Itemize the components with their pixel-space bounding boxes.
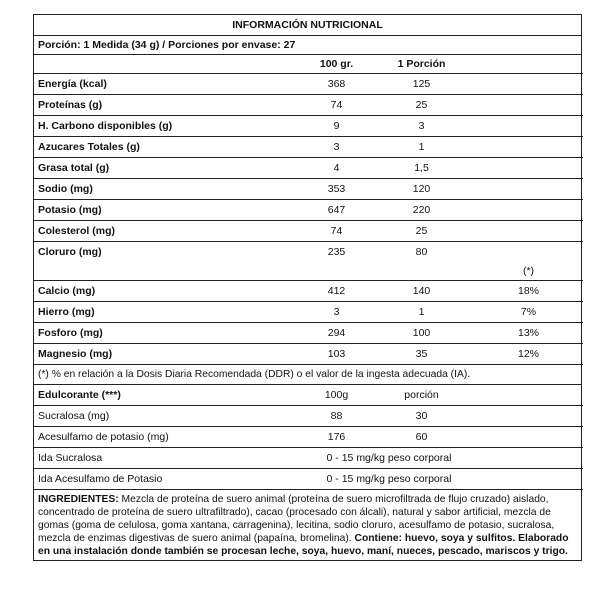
- nutrient-row: [34, 95, 583, 116]
- nutrient-name: Cloruro (mg): [38, 245, 102, 258]
- nutrient-row: [34, 221, 583, 242]
- nutrient-name: Grasa total (g): [34, 158, 304, 179]
- value-per-100g: 353: [304, 179, 369, 200]
- value-per-portion: 80: [415, 245, 428, 258]
- value-per-100g: 3: [304, 302, 369, 323]
- nutrient-name: Sodio (mg): [34, 179, 304, 200]
- value-per-100g: 294: [304, 323, 369, 344]
- value-per-100g: 4: [304, 158, 369, 179]
- nutrient-row: [34, 137, 583, 158]
- ida-name: Ida Acesulfamo de Potasio: [34, 469, 304, 490]
- ida-range: 0 - 15 mg/kg peso corporal: [304, 469, 474, 490]
- value-per-100g: 3: [304, 137, 369, 158]
- nutrient-name: Colesterol (mg): [34, 221, 304, 242]
- value-per-portion: 25: [369, 221, 474, 242]
- sweetener-per-100g: 88: [304, 406, 369, 427]
- value-per-portion: 140: [369, 281, 474, 302]
- mineral-row: [34, 344, 583, 365]
- value-per-100g: 235: [327, 245, 346, 258]
- value-per-portion: 3: [369, 116, 474, 137]
- value-per-100g: 103: [304, 344, 369, 365]
- value-per-portion: 35: [369, 344, 474, 365]
- column-header-100g: 100 gr.: [304, 55, 369, 74]
- ida-name: Ida Sucralosa: [34, 448, 304, 469]
- value-per-100g: 647: [304, 200, 369, 221]
- sweetener-name: Acesulfamo de potasio (mg): [34, 427, 304, 448]
- value-per-portion: 220: [369, 200, 474, 221]
- nutrient-name: Fosforo (mg): [34, 323, 304, 344]
- ingredients-text: [34, 490, 581, 560]
- value-per-100g: 412: [304, 281, 369, 302]
- value-per-portion: 25: [369, 95, 474, 116]
- nutrient-name: Calcio (mg): [34, 281, 304, 302]
- value-per-portion: 120: [369, 179, 474, 200]
- nutrition-facts-label: [33, 14, 582, 561]
- percent-header-row: [34, 262, 583, 281]
- value-per-100g: 9: [304, 116, 369, 137]
- sweetener-header-row: [34, 385, 583, 406]
- nutrient-name: Energía (kcal): [34, 74, 304, 95]
- allergen-statement: Contiene: huevo, soya y sulfitos. Elaborado en una instalación donde también se procesan leche, soya, huevo, maní, nueces, pescado, mariscos y trigo.: [38, 533, 569, 557]
- sweetener-table: [34, 385, 583, 490]
- mineral-row: [34, 281, 583, 302]
- value-per-portion: 1: [369, 302, 474, 323]
- sweetener-header-100g: 100g: [304, 385, 369, 406]
- value-per-100g: 368: [304, 74, 369, 95]
- nutrient-row: [34, 200, 583, 221]
- mineral-row: [34, 302, 583, 323]
- value-per-100g: 74: [304, 95, 369, 116]
- nutrient-name: Azucares Totales (g): [34, 137, 304, 158]
- sweetener-header-label: Edulcorante (***): [34, 385, 304, 406]
- mineral-row: [34, 323, 583, 344]
- percent-ddr: 18%: [474, 281, 583, 302]
- nutrient-name: Potasio (mg): [34, 200, 304, 221]
- column-header-portion: 1 Porción: [369, 55, 474, 74]
- percent-ddr: 7%: [474, 302, 583, 323]
- nutrient-row: [34, 74, 583, 95]
- ingredients-label: INGREDIENTES:: [38, 494, 119, 505]
- nutrient-row: [34, 116, 583, 137]
- nutrient-name: Proteínas (g): [34, 95, 304, 116]
- value-per-portion: 1: [369, 137, 474, 158]
- nutrient-table: [34, 55, 583, 365]
- nutrient-row: [34, 242, 583, 263]
- column-header-row: [34, 55, 583, 74]
- ida-range: 0 - 15 mg/kg peso corporal: [304, 448, 474, 469]
- sweetener-row: [34, 406, 583, 427]
- nutrient-row: [34, 179, 583, 200]
- percent-ddr: 12%: [474, 344, 583, 365]
- sweetener-name: Sucralosa (mg): [34, 406, 304, 427]
- portion-info: Porción: 1 Medida (34 g) / Porciones por envase: 27: [34, 36, 581, 55]
- sweetener-per-100g: 176: [304, 427, 369, 448]
- sweetener-per-portion: 60: [369, 427, 474, 448]
- value-per-100g: 74: [304, 221, 369, 242]
- ida-row: [34, 469, 583, 490]
- nutrient-name: H. Carbono disponibles (g): [34, 116, 304, 137]
- nutrient-row: [34, 158, 583, 179]
- nutrient-name: Magnesio (mg): [34, 344, 304, 365]
- value-per-portion: 1,5: [369, 158, 474, 179]
- value-per-portion: 100: [369, 323, 474, 344]
- sweetener-per-portion: 30: [369, 406, 474, 427]
- nutrient-name: Hierro (mg): [34, 302, 304, 323]
- sweetener-row: [34, 427, 583, 448]
- ddr-footnote: (*) % en relación a la Dosis Diaria Recomendada (DDR) o el valor de la ingesta adecuada (IA).: [34, 365, 581, 385]
- value-per-portion: 125: [369, 74, 474, 95]
- sweetener-header-portion: porción: [369, 385, 474, 406]
- label-title: INFORMACIÓN NUTRICIONAL: [34, 15, 581, 36]
- ingredients-body: Mezcla de proteína de suero animal (proteína de suero microfiltrada de flujo cruzado) aislado, concentrado de proteína de suero ultrafiltrado), cacao (procesado con álcali), natural y sabor artificial, mezcla de gomas (goma de celulosa, goma xantana, carragenina), lecitina, sodio cloruro, acesulfamo de potasio, sucralosa, mezcla de enzimas digestivas de suero animal (papaína, bromelina).: [38, 494, 555, 544]
- ida-row: [34, 448, 583, 469]
- percent-ddr: 13%: [474, 323, 583, 344]
- percent-ddr-header: (*): [474, 262, 583, 281]
